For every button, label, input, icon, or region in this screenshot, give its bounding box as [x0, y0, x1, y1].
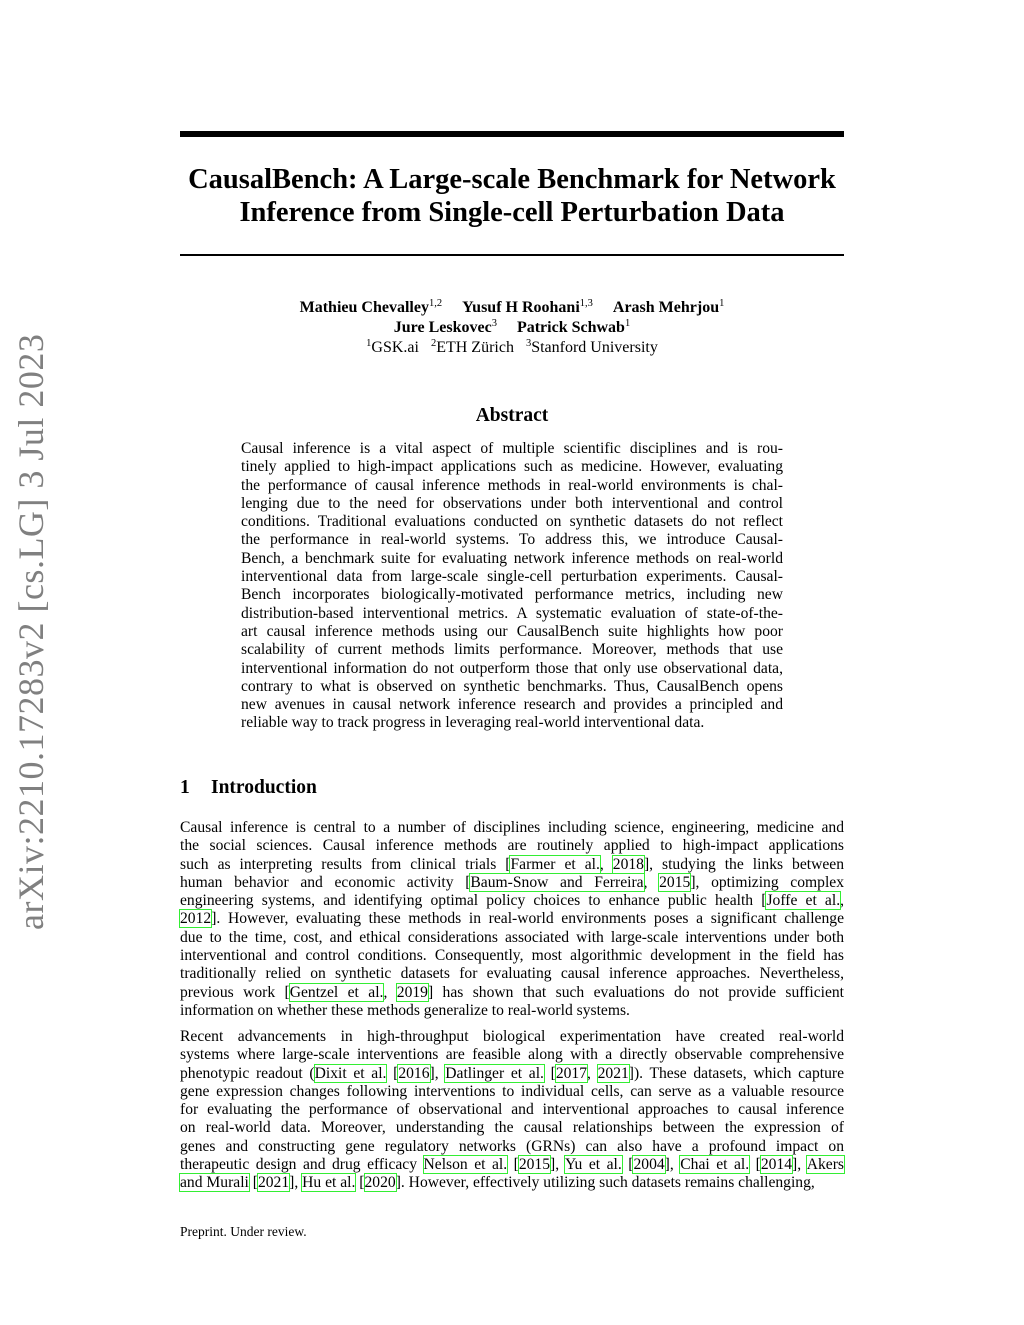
abstract-line: art causal inference methods using our CausalBench suite highlights how poor [241, 622, 783, 640]
text-run: ]. However, evaluating these methods in real-world environments poses a significant challenge [211, 910, 844, 928]
citation-link[interactable]: Baum-Snow and Ferreira [470, 873, 644, 891]
abstract-line: lenging due to the need for observations under both interventional and control [241, 494, 783, 512]
abstract-line: interventional data from large-scale single-cell perturbation experiments. Causal- [241, 568, 783, 586]
paragraph-line [180, 965, 844, 983]
paragraph-line [180, 1083, 844, 1101]
paragraph-line [180, 874, 844, 892]
footer-note: Preprint. Under review. [180, 1224, 307, 1239]
title-line-2: Inference from Single-cell Perturbation Data [239, 197, 785, 228]
text-run: [ [355, 1174, 365, 1192]
abstract-line: Causal inference is a vital aspect of multiple scientific disciplines and is rou- [241, 440, 783, 457]
citation-link[interactable]: 2020 [364, 1174, 396, 1192]
text-run: genes and constructing gene regulatory networks (GRNs) can also have a profound impact on [180, 1137, 844, 1155]
abstract-line: new avenues in causal network inference research and provides a principled and [241, 696, 783, 714]
abstract-line: reliable way to track progress in leveraging real-world interventional data. [241, 714, 705, 732]
text-run: [ [386, 1064, 399, 1082]
text-run: ], studying the links between [643, 855, 845, 873]
citation-link[interactable]: Gentzel et al. [289, 983, 384, 1001]
citation-link[interactable]: Chai et al. [680, 1156, 750, 1174]
abstract-text [241, 440, 783, 733]
text-run: , [643, 873, 660, 891]
text-run: for evaluating the performance of observational and interventional approaches to causal inference [180, 1101, 844, 1119]
citation-link[interactable]: Farmer et al. [510, 855, 600, 873]
paragraph-line [180, 1138, 844, 1156]
abstract-line: conditions. Traditional evaluations conducted on synthetic datasets do not reflect [241, 513, 783, 531]
affiliation-name: Stanford University [531, 339, 658, 356]
abstract-line: tinely applied to high-impact applications such as medicine. However, evaluating [241, 458, 783, 476]
text-run: human behavior and economic activity [ [180, 873, 471, 891]
citation-link[interactable]: Datlinger et al. [445, 1064, 544, 1082]
text-run: the social sciences. Causal inference methods are routinely applied to high-impact applications [180, 837, 844, 855]
text-run: [ [248, 1174, 258, 1192]
affiliation [366, 339, 419, 356]
citation-link[interactable]: Dixit et al. [314, 1064, 387, 1082]
text-run: , [599, 855, 613, 873]
text-run: gene expression changes following interventions to individual cells, can serve as a valuable resource [180, 1082, 844, 1100]
author-name: Arash Mehrjou$^1$ [612, 298, 725, 316]
author-name: Yusuf H Roohani$^{1,3}$ [462, 298, 593, 316]
text-run: previous work [ [180, 983, 290, 1001]
author-name: Jure Leskovec$^3$ [393, 318, 497, 336]
paragraph-line [180, 910, 844, 928]
paragraph-line [180, 819, 844, 837]
text-run: phenotypic readout ( [180, 1064, 315, 1082]
author-affiliation-mark: 3 [491, 318, 497, 329]
citation-link[interactable]: 2017 [555, 1064, 587, 1082]
paragraph-line [180, 1028, 844, 1046]
citation-link[interactable]: Joffe et al. [766, 892, 841, 910]
text-run: [ [507, 1156, 519, 1174]
text-run: [ [621, 1156, 634, 1174]
citation-link[interactable]: 2018 [612, 855, 644, 873]
abstract-line: scalability of current methods limits performance. Moreover, methods that use [241, 641, 783, 659]
paragraph-line [180, 856, 844, 874]
text-run: ], [664, 1156, 681, 1174]
text-run: interventional and control conditions. Consequently, most algorithmic development in the field has [180, 947, 844, 965]
text-run: ], [289, 1174, 303, 1192]
abstract-line: distribution-based interventional metrics. A systematic evaluation of state-of-the- [241, 604, 783, 622]
citation-link[interactable]: 2021 [257, 1174, 290, 1192]
paragraph-line [180, 1002, 844, 1020]
author-block [180, 298, 844, 358]
affiliation-line [180, 338, 844, 358]
author-affiliation-mark: 1 [624, 318, 631, 329]
author-name: Patrick Schwab$^1$ [516, 318, 631, 336]
affiliation-mark: 2 [430, 338, 437, 349]
section-number: 1 [180, 777, 190, 798]
text-run: , [840, 892, 844, 910]
paper-title [180, 163, 844, 229]
title-line-1: CausalBench: A Large-scale Benchmark for Network [188, 164, 836, 195]
text-run: , [383, 983, 397, 1001]
paragraph-line [180, 1156, 844, 1174]
abstract-line: the performance of causal inference methods in real-world environments is chal- [241, 476, 783, 494]
author-affiliation-mark: 1,3 [579, 298, 593, 309]
author-affiliation-mark: 1,2 [428, 298, 443, 309]
affiliation [431, 339, 514, 356]
citation-link[interactable]: Yu et al. [565, 1156, 622, 1174]
citation-link[interactable]: 2014 [760, 1156, 793, 1174]
citation-link[interactable]: 2019 [396, 983, 428, 1001]
paragraph-line [180, 929, 844, 947]
affiliation-name: GSK.ai [371, 339, 419, 356]
paragraph-line [180, 837, 844, 855]
paragraph-line [180, 1046, 844, 1064]
text-run: ], [429, 1064, 446, 1082]
title-bottom-rule [180, 254, 844, 256]
text-run: [ [543, 1064, 556, 1082]
text-run: such as interpreting results from clinical trials [ [180, 855, 511, 873]
text-run: Causal inference is central to a number of disciplines including science, engineering, medicine and [180, 819, 844, 836]
paragraph-line [180, 1101, 844, 1119]
citation-link[interactable]: 2021 [597, 1064, 629, 1082]
text-run: [ [749, 1156, 761, 1174]
text-run: due to the time, cost, and ethical considerations associated with large-scale interventions under both [180, 928, 844, 946]
text-run: ], [792, 1156, 807, 1174]
text-run: information on whether these methods generalize to real-world systems. [180, 1001, 630, 1019]
intro-paragraph-1 [180, 819, 844, 1020]
abstract-line: Bench incorporates biologically-motivated performance metrics, including new [241, 586, 783, 604]
text-run: ], [550, 1156, 566, 1174]
abstract-line: contrary to what is observed on synthetic benchmarks. Thus, CausalBench opens [241, 677, 783, 695]
text-run: on real-world data. Moreover, understanding the causal relationships between the expression of [180, 1119, 844, 1137]
abstract-line: Bench, a benchmark suite for evaluating network inference methods on real-world [241, 549, 783, 567]
author-affiliation-mark: 1 [719, 298, 725, 309]
citation-link[interactable]: 2004 [633, 1156, 665, 1174]
text-run: traditionally relied on synthetic datasets for evaluating causal inference approaches. Nevertheless, [180, 965, 844, 983]
citation-link[interactable]: and Murali [180, 1174, 249, 1192]
citation-link[interactable]: 2012 [180, 910, 212, 928]
affiliation-name: ETH Zürich [436, 339, 514, 356]
affiliation-mark: 1 [366, 338, 372, 349]
abstract-heading: Abstract [475, 405, 549, 426]
text-run: ], optimizing complex [690, 873, 844, 891]
intro-paragraph-2 [180, 1028, 844, 1193]
text-run: Recent advancements in high-throughput biological experimentation have created real-world [180, 1028, 844, 1045]
author-line-1 [180, 298, 844, 318]
author-name: Mathieu Chevalley$^{1,2}$ [299, 298, 443, 316]
citation-link[interactable]: Hu et al. [302, 1174, 356, 1192]
citation-link[interactable]: 2015 [659, 873, 691, 891]
text-run: systems where large-scale interventions are feasible along with a directly observable comprehensive [180, 1046, 844, 1064]
paragraph-line [180, 1119, 844, 1137]
section-title: Introduction [211, 777, 317, 798]
paragraph-line [180, 1065, 844, 1083]
paragraph-line [180, 1174, 844, 1192]
author-line-2 [180, 318, 844, 338]
text-run: ] has shown that such evaluations do not provide sufficient [427, 983, 845, 1001]
affiliation-mark: 3 [525, 338, 532, 349]
abstract-line: the performance in real-world systems. To address this, we introduce Causal- [241, 531, 783, 549]
section-heading-introduction [180, 776, 317, 800]
text-run: ]. However, effectively utilizing such datasets remains challenging, [395, 1174, 815, 1192]
paragraph-line [180, 892, 844, 910]
title-top-rule [180, 131, 844, 137]
text-run: ]). These datasets, which capture [628, 1064, 844, 1082]
arxiv-identifier-stamp: arXiv:2210.17283v2 [cs.LG] 3 Jul 2023 [11, 333, 51, 930]
abstract-line: interventional information do not outperform those that only use observational data, [241, 659, 783, 677]
text-run: , [587, 1064, 598, 1082]
citation-link[interactable]: Nelson et al. [423, 1156, 508, 1174]
paragraph-line [180, 947, 844, 965]
affiliation [526, 339, 658, 356]
text-run: therapeutic design and drug efficacy [180, 1156, 424, 1174]
citation-link[interactable]: 2015 [518, 1156, 550, 1174]
paragraph-line [180, 984, 844, 1002]
citation-link[interactable]: 2016 [398, 1064, 430, 1082]
citation-link[interactable]: Akers [806, 1156, 844, 1174]
text-run: engineering systems, and identifying optimal policy choices to enhance public health [ [180, 892, 767, 910]
